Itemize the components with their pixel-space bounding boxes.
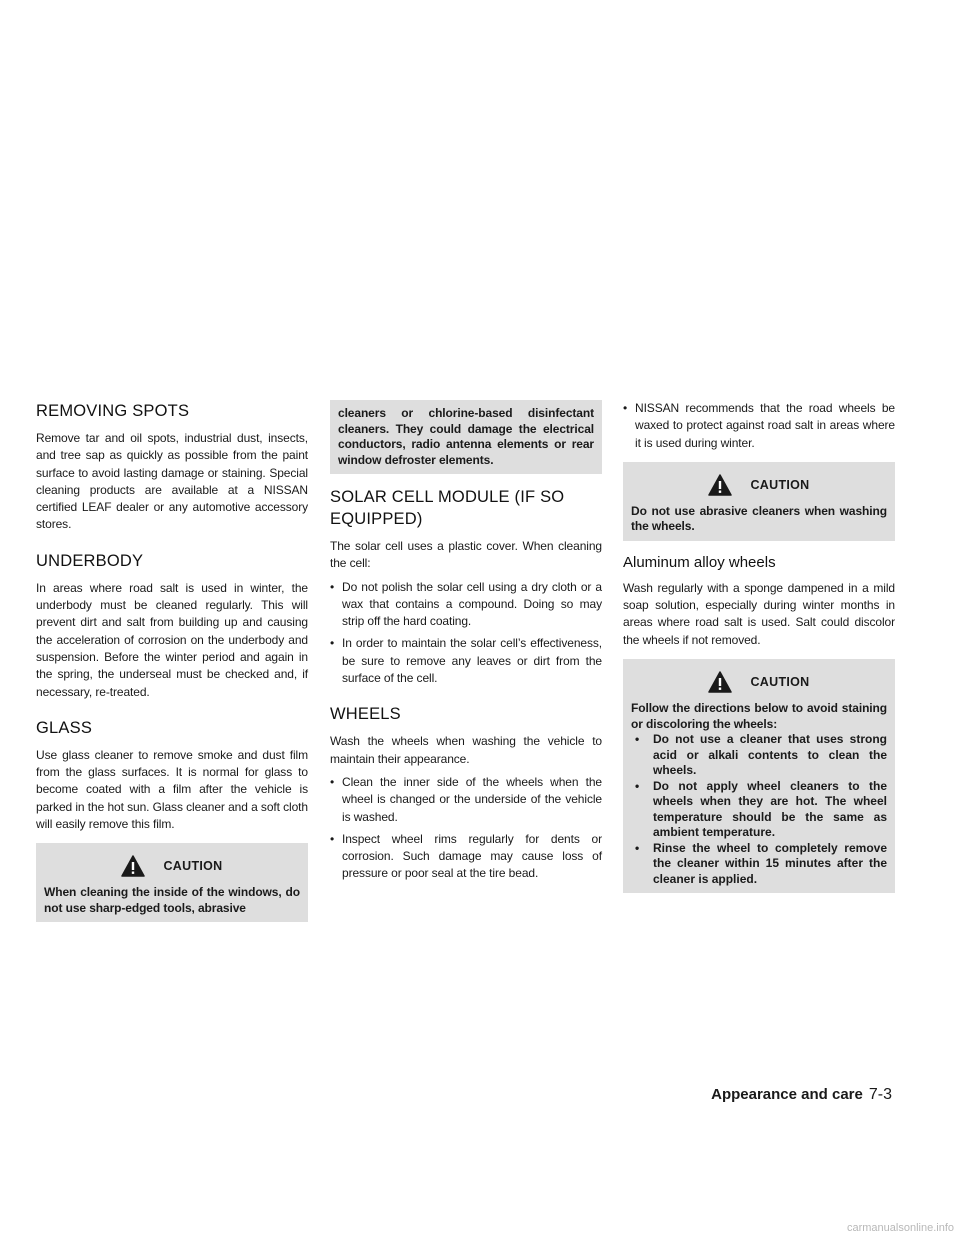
warning-triangle-icon bbox=[708, 474, 732, 496]
removing-spots-text: Remove tar and oil spots, industrial dust, insects, and tree sap as quickly as possible from the paint surface to avoid lasting damage or staining. Special cleaning products are available at a NISSAN certified LEAF dealer or any automotive accessory stores. bbox=[36, 431, 308, 532]
list-item: • NISSAN recommends that the road wheels be waxed to protect against road salt in areas where it is used during winter. bbox=[623, 400, 895, 452]
column-middle bbox=[330, 400, 602, 889]
page-number: 7-3 bbox=[868, 1086, 892, 1103]
caution-text: When cleaning the inside of the windows, do not use sharp-edged tools, abrasive bbox=[44, 885, 300, 915]
caution-header bbox=[44, 851, 300, 881]
heading-aluminum-alloy-wheels: Aluminum alloy wheels bbox=[623, 553, 776, 571]
caution-box-alloy bbox=[623, 659, 895, 893]
caution-header bbox=[631, 470, 887, 500]
footer-section-title: Appearance and care bbox=[711, 1086, 863, 1103]
column-right bbox=[623, 400, 895, 905]
caution-label: CAUTION bbox=[163, 859, 223, 874]
list-item: • Do not apply wheel cleaners to the wheels when they are hot. The wheel temperature should be the same as ambient temperature. bbox=[631, 779, 887, 841]
glass-text: Use glass cleaner to remove smoke and dust film from the glass surfaces. It is normal for glass to become coated with a film after the vehicle is parked in the hot sun. Glass cleaner and a soft cloth will easily remove this film. bbox=[36, 747, 308, 832]
caution-text: Do not use abrasive cleaners when washing the wheels. bbox=[631, 503, 887, 534]
list-item: • Rinse the wheel to completely remove the cleaner within 15 minutes after the cleaner is applied. bbox=[631, 841, 887, 888]
caution-text-continued: cleaners or chlorine-based disinfectant cleaners. They could damage the electrical conductors, radio antenna elements or rear window defroster elements. bbox=[338, 406, 594, 467]
caution-list bbox=[631, 732, 887, 887]
list-item: • Do not use a cleaner that uses strong acid or alkali contents to clean the wheels. bbox=[631, 732, 887, 779]
caution-header bbox=[631, 667, 887, 697]
list-item: • Do not polish the solar cell using a dry cloth or a wax that contains a compound. Doing so may strip off the hard coating. bbox=[330, 579, 602, 631]
heading-underbody: UNDERBODY bbox=[36, 551, 144, 570]
alloy-wheels-text: Wash regularly with a sponge dampened in a mild soap solution, especially during winter months in areas where road salt is used. Salt could discolor the wheels if not removed. bbox=[623, 580, 895, 647]
list-item: • Clean the inner side of the wheels when the wheel is changed or the underside of the vehicle is washed. bbox=[330, 774, 602, 826]
wheels-list bbox=[330, 774, 602, 883]
caution-label: CAUTION bbox=[750, 675, 810, 690]
caution-box-continued bbox=[330, 400, 602, 474]
column-left bbox=[36, 400, 308, 934]
heading-wheels: WHEELS bbox=[330, 705, 401, 724]
warning-triangle-icon bbox=[708, 671, 732, 693]
heading-solar-cell: SOLAR CELL MODULE (IF SO EQUIPPED) bbox=[330, 488, 565, 528]
caution-box-glass bbox=[36, 843, 308, 922]
solar-cell-list bbox=[330, 579, 602, 688]
list-item: • In order to maintain the solar cell’s effectiveness, be sure to remove any leaves or dirt from the surface of the cell. bbox=[330, 635, 602, 687]
wheels-intro: Wash the wheels when washing the vehicle to maintain their appearance. bbox=[330, 734, 602, 766]
heading-removing-spots: REMOVING SPOTS bbox=[36, 402, 190, 420]
caution-box-abrasive bbox=[623, 462, 895, 541]
watermark: carmanualsonline.info bbox=[846, 1222, 954, 1234]
page-footer bbox=[711, 1086, 892, 1104]
caution-intro: Follow the directions below to avoid staining or discoloring the wheels: bbox=[631, 701, 887, 731]
list-item: • Inspect wheel rims regularly for dents or corrosion. Such damage may cause loss of pressure or poor seal at the tire bead. bbox=[330, 831, 602, 883]
warning-triangle-icon bbox=[121, 855, 145, 877]
caution-label: CAUTION bbox=[750, 477, 810, 492]
solar-cell-intro: The solar cell uses a plastic cover. When cleaning the cell: bbox=[330, 539, 602, 571]
underbody-text: In areas where road salt is used in winter, the underbody must be cleaned regularly. This will prevent dirt and salt from building up and causing the acceleration of corrosion on the underbody and suspension. Before the winter period and again in the spring, the underseal must be checked and, if necessary, re-treated. bbox=[36, 580, 308, 699]
heading-glass: GLASS bbox=[36, 718, 93, 737]
wheels-list-continued bbox=[623, 400, 895, 452]
